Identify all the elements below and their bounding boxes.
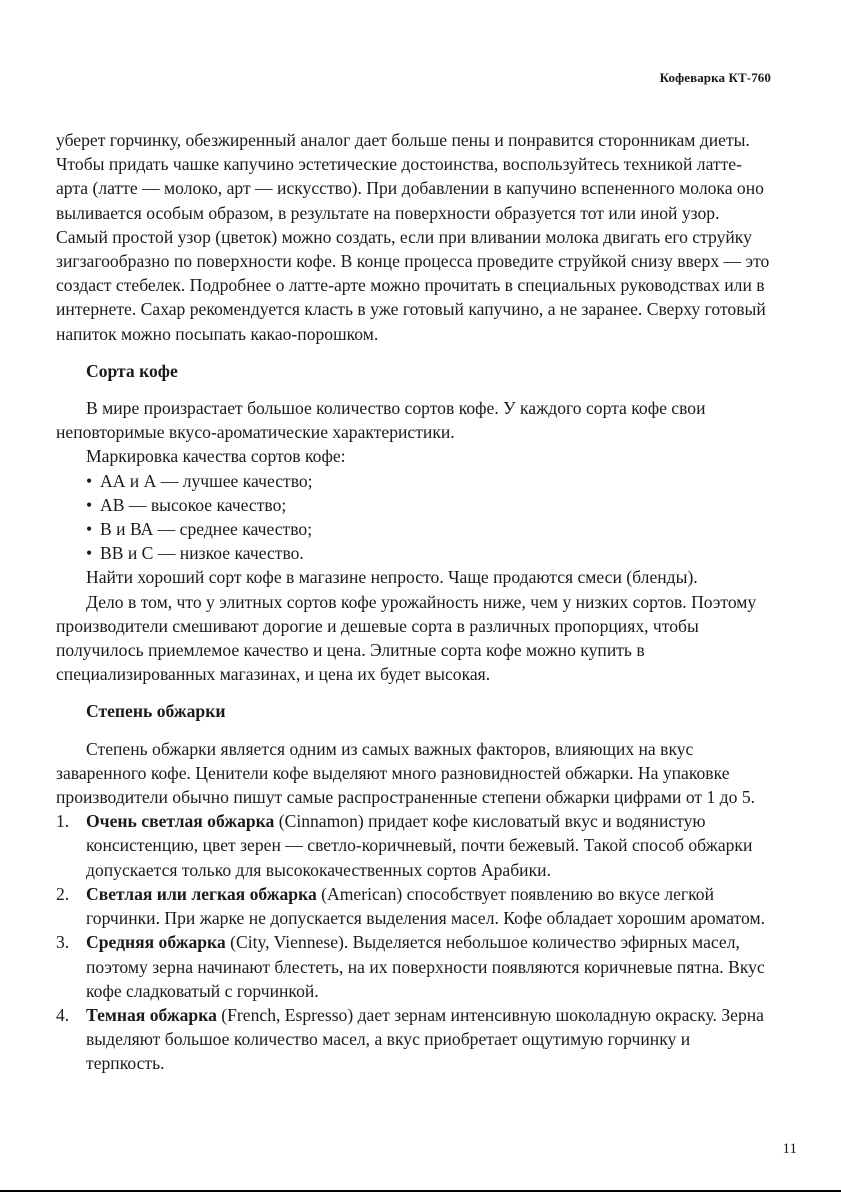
list-item-text: АА и А — лучшее качество;	[100, 470, 313, 491]
list-item	[56, 882, 772, 930]
roast-term: Средняя обжарка	[86, 932, 226, 953]
page-bottom-rule	[0, 1190, 841, 1192]
bullet-icon: •	[86, 494, 93, 515]
page-number: 11	[782, 1141, 797, 1157]
section-heading-varieties: Сорта кофе	[86, 360, 178, 381]
list-item	[56, 1003, 772, 1076]
intro-paragraph: уберет горчинку, обезжиренный аналог дает больше пены и понравится сторонникам диеты. Чтобы придать чашке капучино эстетические достоинства, воспользуйтесь техникой латте-арта (латте — молоко, арт — искусство). При добавлении в капучино вспененного молока оно выливается особым образом, в результате на поверхности образуется тот или иной узор. Самый простой узор (цветок) можно создать, если при вливании молока двигать его струйку зигзагообразно по поверхности кофе. В конце процесса проведите струйкой снизу вверх — это создаст стебелек. Подробнее о латте-арте можно прочитать в специальных руководствах или в интернете. Сахар рекомендуется класть в уже готовый капучино, а не заранее. Сверху готовый напиток можно посыпать какао-порошком.	[56, 130, 770, 344]
bullet-icon: •	[86, 543, 93, 564]
list-item	[86, 541, 772, 565]
list-item	[86, 469, 772, 493]
list-item-text: В и ВА — среднее качество;	[100, 519, 313, 540]
roast-description: (French, Espresso) дает зернам интенсивную шоколадную окраску. Зерна выделяют большое количество масел, а вкус приобретает ощутимую горчинку и терпкость.	[86, 1004, 764, 1074]
list-item	[86, 493, 772, 517]
quality-bullet-list	[56, 469, 772, 566]
roast-intro-paragraph: Степень обжарки является одним из самых важных факторов, влияющих на вкус заваренного кофе. Ценители кофе выделяют много разновидностей обжарки. На упаковке производители обычно пишут самые распространенные степени обжарки цифрами от 1 до 5.	[56, 738, 756, 808]
roast-term: Очень светлая обжарка	[86, 811, 275, 832]
roast-description: (Cinnamon) придает кофе кисловатый вкус и водянистую консистенцию, цвет зерен — светло-коричневый, почти бежевый. Такой способ обжарки допускается только для высококачественных сортов Арабики.	[86, 811, 753, 880]
roast-term: Светлая или легкая обжарка	[86, 883, 317, 904]
bullet-icon: •	[86, 519, 93, 540]
running-header-title: Кофеварка КТ-760	[659, 70, 771, 85]
page-body	[56, 128, 772, 1076]
list-item	[86, 517, 772, 541]
section-heading-roast: Степень обжарки	[86, 701, 226, 722]
roast-term: Темная обжарка	[86, 1004, 217, 1025]
list-item	[56, 809, 772, 882]
list-item	[56, 930, 772, 1003]
roast-levels-list	[56, 809, 772, 1075]
roast-description: (City, Viennese). Выделяется небольшое количество эфирных масел, поэтому зерна начинают блестеть, на их поверхности появляются коричневые пятна. Вкус кофе сладковатый с горчинкой.	[86, 932, 765, 1001]
bullet-icon: •	[86, 470, 93, 491]
blends-paragraph: Найти хороший сорт кофе в магазине непросто. Чаще продаются смеси (бленды).	[86, 567, 698, 588]
quality-list-intro: Маркировка качества сортов кофе:	[86, 446, 346, 467]
item-number: 3.	[56, 932, 70, 953]
item-number: 4.	[56, 1004, 70, 1025]
item-number: 2.	[56, 883, 70, 904]
item-number: 1.	[56, 811, 70, 832]
list-item-text: АВ — высокое качество;	[100, 494, 287, 515]
list-item-text: ВВ и С — низкое качество.	[100, 543, 304, 564]
roast-description: (American) способствует появлению во вкусе легкой горчинки. При жарке не допускается выделения масел. Кофе обладает хорошим ароматом.	[86, 883, 766, 929]
elite-varieties-paragraph: Дело в том, что у элитных сортов кофе урожайность ниже, чем у низких сортов. Поэтому производители смешивают дорогие и дешевые сорта в различных пропорциях, чтобы получилось приемлемое качество и цена. Элитные сорта кофе можно купить в специализированных магазинах, и цена их будет высокая.	[56, 591, 757, 685]
varieties-paragraph: В мире произрастает большое количество сортов кофе. У каждого сорта кофе свои неповторимые вкусо-ароматические характеристики.	[56, 398, 706, 443]
